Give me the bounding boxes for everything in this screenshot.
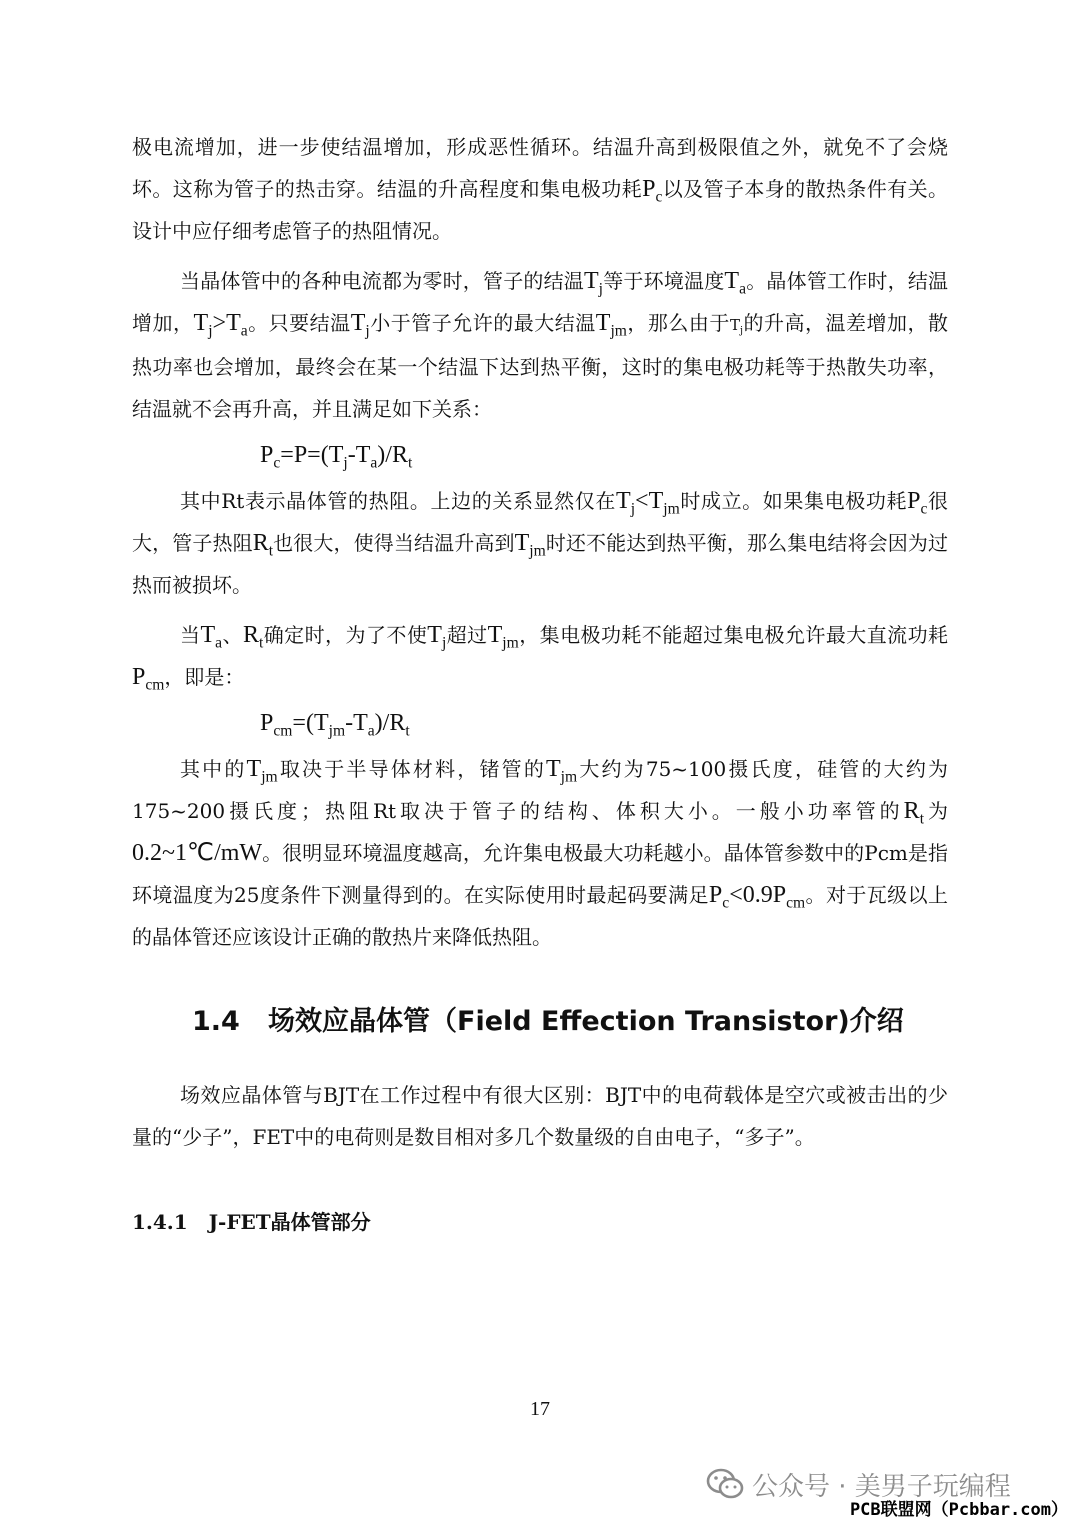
paragraph-fet-intro: 场效应晶体管与BJT在工作过程中有很大区别：BJT中的电荷载体是空穴或被击出的少量的“少子”，FET中的电荷则是数目相对多几个数量级的自由电子，“多子”。 (132, 1083, 948, 1149)
page-number: 17 (530, 1398, 550, 1420)
watermark-text: 公众号 · 美男子玩编程 (752, 1471, 1011, 1502)
paragraph-junction-temperature: 当晶体管中的各种电流都为零时，管子的结温$T_j$等于环境温度$T_a$。晶体管工作时，结温增加，$T_j>T_a$。只要结温$T_j$小于管子允许的最大结温$T_{jm}$，那么由于$T_j$的升高，温差增加，散热功率也会增加，最终会在某一个结温下达到热平衡，这时的集电极功耗等于热散失功率，结温就不会再升高，并且满足如下关系： (132, 268, 949, 421)
subsection-heading: 1.4.1 J-FET晶体管部分 (132, 1210, 371, 1234)
wechat-icon (706, 1468, 744, 1500)
paragraph-max-dissipation: 当$T_a$、$R_t$确定时，为了不使$T_j$超过$T_{jm}$，集电极功耗不能超过集电极允许最大直流功耗$P_{cm}$，即是： (132, 622, 949, 694)
paragraph-thermal-runaway: 极电流增加，进一步使结温增加，形成恶性循环。结温升高到极限值之外，就免不了会烧坏。这称为管子的热击穿。结温的升高程度和集电极功耗$P_c$以及管子本身的散热条件有关。设计中应仔细考虑管子的热阻情况。 (132, 135, 949, 243)
section-heading: 1.4 场效应晶体管（Field Effection Transistor)介绍 (192, 1006, 904, 1037)
site-stamp: PCB联盟网（Pcbbar.com） (849, 1500, 1068, 1520)
page-content (132, 126, 948, 1242)
formula-power-balance: $P_c=P=(T_j-T_a)/R_t$ (260, 442, 413, 472)
paragraph-thermal-resistance: 其中Rt表示晶体管的热阻。上边的关系显然仅在$T_j<T_{jm}$时成立。如果集电极功耗$P_c$很大，管子热阻$R_t$也很大，使得当结温升高到$T_{jm}$时还不能达到热平衡，那么集电结将会因为过热而被损坏。 (132, 488, 949, 597)
paragraph-material-limits: 其中的$T_{jm}$取决于半导体材料，锗管的$T_{jm}$大约为75~100摄氏度，硅管的大约为175~200摄氏度；热阻Rt取决于管子的结构、体积大小。一般小功率管的$R_t$为0.2~1℃/mW。很明显环境温度越高，允许集电极最大功耗越小。晶体管参数中的Pcm是指环境温度为25度条件下测量得到的。在实际使用时最起码要满足$P_c<0.9P_{cm}$。对于瓦级以上的晶体管还应该设计正确的散热片来降低热阻。 (132, 756, 949, 949)
formula-pcm: $P_{cm}=(T_{jm}-T_a)/R_t$ (260, 710, 410, 740)
